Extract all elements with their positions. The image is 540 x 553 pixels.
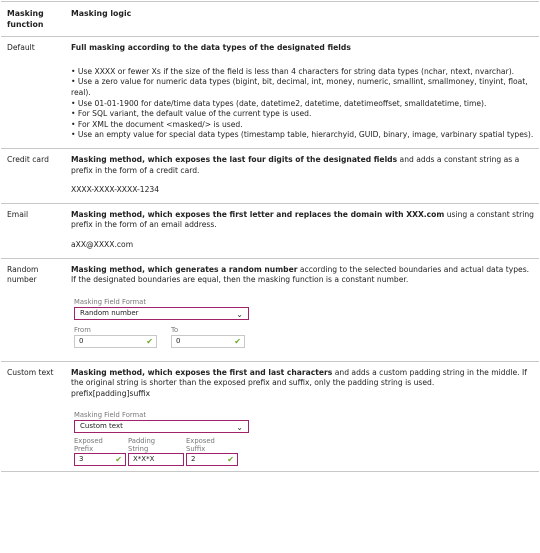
random-description (71, 265, 535, 286)
custom-format-select[interactable] (74, 420, 249, 433)
random-to-value: 0 (176, 336, 181, 345)
row-email-name: Email (1, 203, 65, 258)
row-default-name: Default (1, 37, 65, 149)
custom-prefix-label: Exposed Prefix (74, 437, 103, 453)
random-format-value: Random number (80, 309, 139, 318)
random-to-input[interactable] (171, 335, 245, 348)
chevron-down-icon: ⌄ (236, 310, 243, 320)
row-email-logic (65, 203, 539, 258)
checkmark-icon: ✔ (234, 336, 241, 346)
row-random-number-name: Random number (1, 258, 65, 361)
default-bullet-list (71, 67, 535, 141)
custom-rest: and adds a custom padding string in the middle. If the original string is shorter than the exposed prefix and suffix, only the padding string is used. (71, 367, 527, 388)
custom-bold: Masking method, which exposes the first and last characters (71, 367, 333, 377)
custom-prefix-input[interactable] (74, 453, 126, 466)
checkmark-icon: ✔ (115, 455, 122, 465)
credit-rest: and adds a constant string as a prefix in the form of a credit card. (71, 154, 520, 175)
header-masking-function: Masking function (1, 2, 65, 37)
custom-description (71, 368, 535, 389)
custom-padding-input[interactable] (128, 453, 184, 466)
list-item: • Use 01-01-1900 for date/time data types (date, datetime2, datetime, datetimeoffset, smalldatetime, time). (71, 99, 535, 110)
credit-description (71, 155, 535, 176)
custom-format-value: Custom text (80, 422, 123, 431)
list-item: • Use a zero value for numeric data types (bigint, bit, decimal, int, money, numeric, smallint, smallmoney, tinyint, float, real). (71, 77, 535, 98)
row-custom-text-logic (65, 361, 539, 472)
list-item: • For SQL variant, the default value of the current type is used. (71, 109, 535, 120)
email-rest: using a constant string prefix in the form of an email address. (71, 209, 534, 230)
row-email (1, 203, 539, 258)
random-rest: according to the selected boundaries and actual data types. If the designated boundaries are equal, then the masking function is a constant number. (71, 264, 530, 285)
custom-format-label: Masking Field Format (74, 410, 146, 419)
masking-table (1, 1, 539, 472)
random-from-value: 0 (79, 336, 84, 345)
row-credit-card-logic (65, 148, 539, 203)
row-random-number (1, 258, 539, 361)
random-from-input[interactable] (74, 335, 157, 348)
email-example: aXX@XXXX.com (71, 239, 134, 249)
list-item: • For XML the document <masked/> is used. (71, 120, 535, 131)
header-masking-logic: Masking logic (65, 2, 539, 37)
custom-padding-value: X*X*X (133, 455, 155, 464)
row-custom-text-name: Custom text (1, 361, 65, 472)
table-header-row (1, 2, 539, 37)
row-default-logic (65, 37, 539, 149)
row-default (1, 37, 539, 149)
chevron-down-icon: ⌄ (236, 423, 243, 433)
custom-padding-label: Padding String (128, 437, 156, 453)
row-random-number-logic (65, 258, 539, 361)
random-from-label: From (74, 326, 91, 335)
list-item: • Use an empty value for special data types (timestamp table, hierarchyid, GUID, binary, image, varbinary spatial types). (71, 130, 535, 141)
credit-bold: Masking method, which exposes the last four digits of the designated fields (71, 154, 398, 164)
row-credit-card-name: Credit card (1, 148, 65, 203)
email-description (71, 210, 535, 231)
custom-suffix-label: Exposed Suffix (186, 437, 215, 453)
checkmark-icon: ✔ (146, 336, 153, 346)
random-to-label: To (171, 326, 179, 335)
credit-example: XXXX-XXXX-XXXX-1234 (71, 185, 160, 195)
email-bold: Masking method, which exposes the first letter and replaces the domain with XXX.com (71, 209, 445, 219)
custom-suffix-input[interactable] (186, 453, 238, 466)
row-custom-text (1, 361, 539, 472)
default-intro: Full masking according to the data types of the designated fields (71, 43, 351, 53)
row-credit-card (1, 148, 539, 203)
custom-pattern: prefix[padding]suffix (71, 389, 151, 399)
random-format-select[interactable] (74, 307, 249, 320)
custom-suffix-value: 2 (191, 455, 196, 464)
random-bold: Masking method, which generates a random number (71, 264, 298, 274)
custom-prefix-value: 3 (79, 455, 84, 464)
list-item: • Use XXXX or fewer Xs if the size of the field is less than 4 characters for string data types (nchar, ntext, nvarchar). (71, 67, 535, 78)
checkmark-icon: ✔ (227, 455, 234, 465)
random-format-label: Masking Field Format (74, 297, 146, 306)
